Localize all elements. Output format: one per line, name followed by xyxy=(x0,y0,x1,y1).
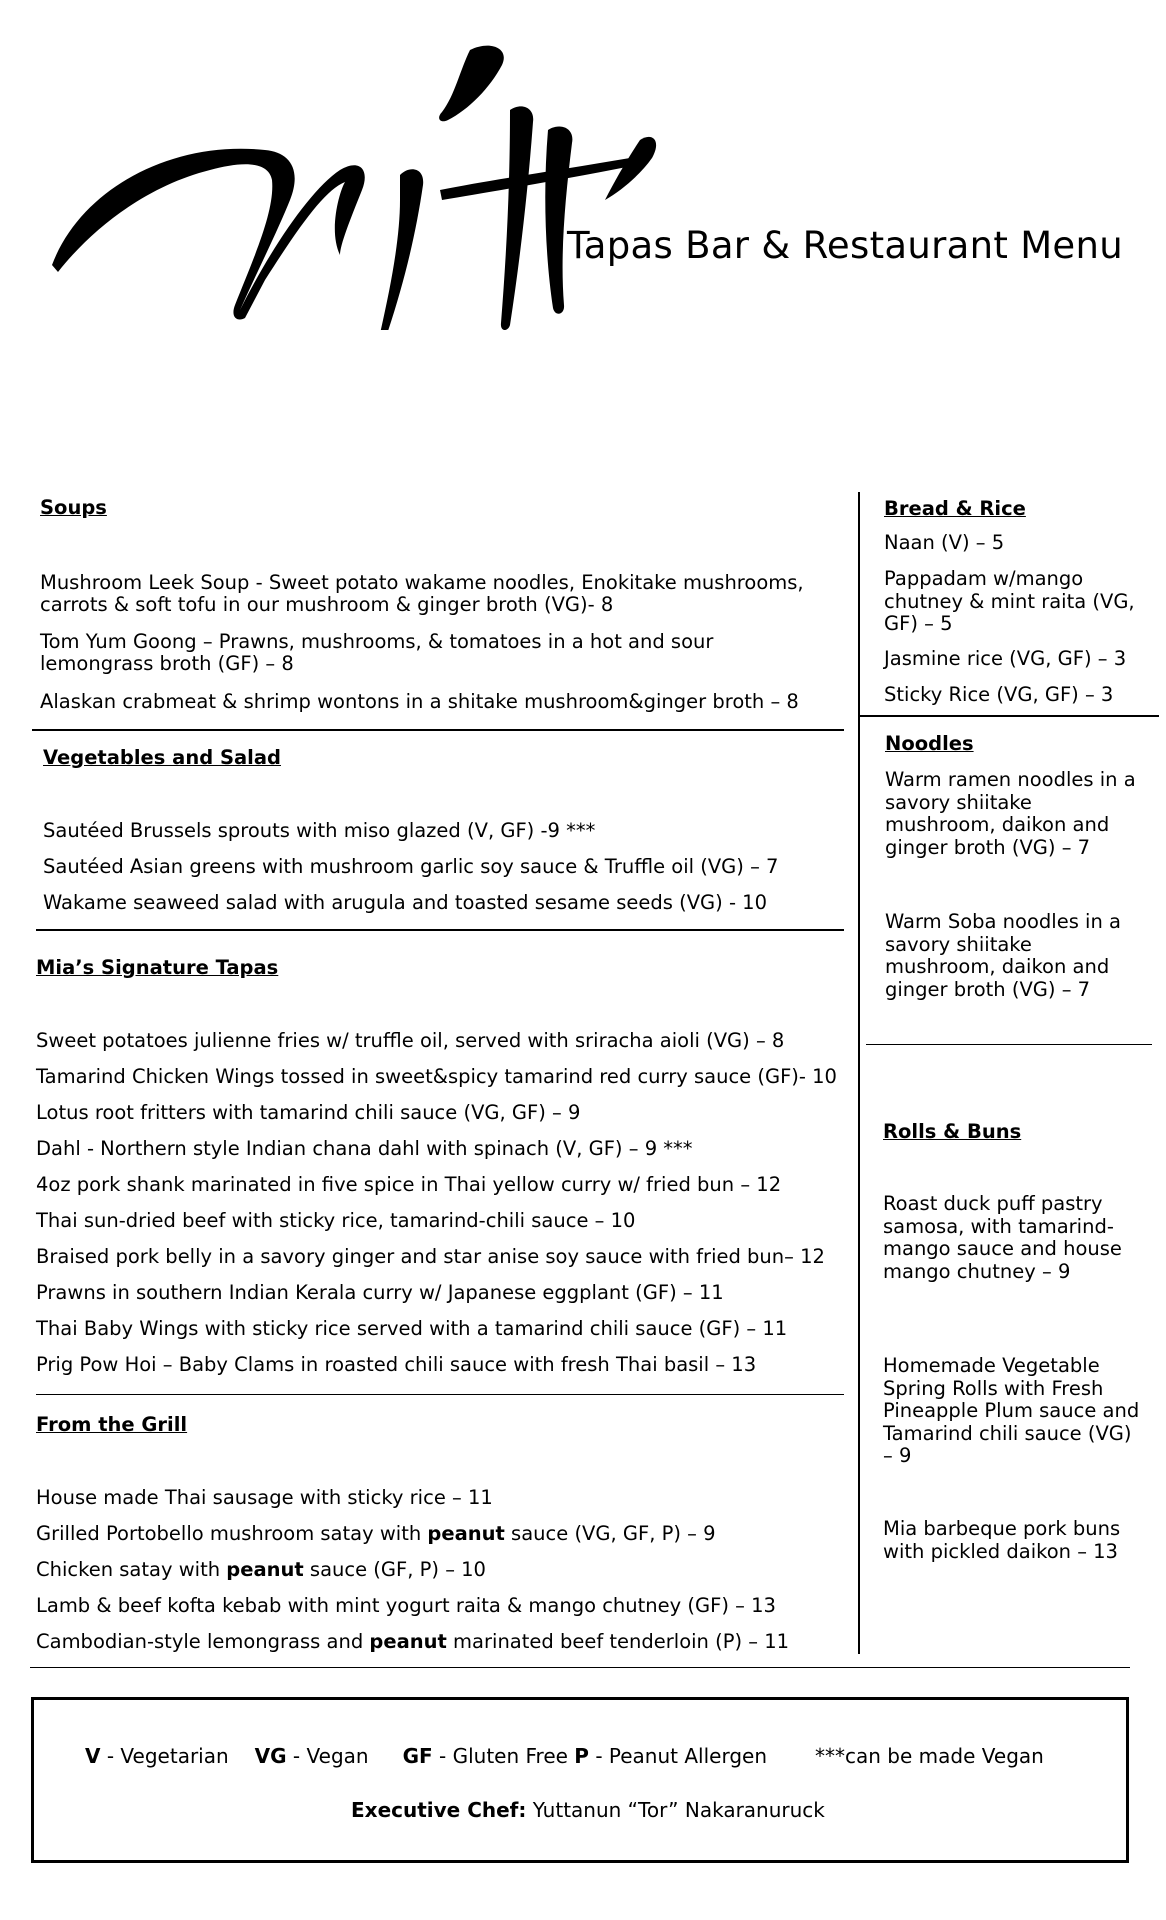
menu-item: Thai sun-dried beef with sticky rice, tamarind-chili sauce – 10 xyxy=(36,1209,636,1232)
grill-heading: From the Grill xyxy=(36,1413,188,1436)
rolls-buns-heading: Rolls & Buns xyxy=(883,1120,1022,1143)
menu-item: Naan (V) – 5 xyxy=(884,531,1005,554)
section-divider xyxy=(32,729,844,731)
section-divider xyxy=(36,929,844,931)
tapas-heading: Mia’s Signature Tapas xyxy=(36,956,279,979)
menu-item: lemongrass broth (GF) – 8 xyxy=(40,652,294,675)
section-divider xyxy=(866,1044,1152,1045)
menu-item: Prawns in southern Indian Kerala curry w/ Japanese eggplant (GF) – 11 xyxy=(36,1281,724,1304)
mia-logo xyxy=(40,40,700,330)
peanut-highlight: peanut xyxy=(226,1558,304,1581)
menu-item: Dahl - Northern style Indian chana dahl with spinach (V, GF) – 9 *** xyxy=(36,1137,693,1160)
menu-item: Mushroom Leek Soup - Sweet potato wakame noodles, Enokitake mushrooms, xyxy=(40,571,804,594)
menu-item: Homemade Vegetable Spring Rolls with Fresh Pineapple Plum sauce and Tamarind chili sauce (VG) – 9 xyxy=(883,1354,1140,1467)
menu-item: carrots & soft tofu in our mushroom & ginger broth (VG)- 8 xyxy=(40,593,614,616)
vegan-note: ***can be made Vegan xyxy=(815,1744,1044,1768)
menu-item: Sticky Rice (VG, GF) – 3 xyxy=(884,683,1114,706)
menu-item: Warm ramen noodles in a savory shiitake mushroom, daikon and ginger broth (VG) – 7 xyxy=(885,768,1136,859)
menu-item: 4oz pork shank marinated in five spice in Thai yellow curry w/ fried bun – 12 xyxy=(36,1173,782,1196)
menu-item: Alaskan crabmeat & shrimp wontons in a shitake mushroom&ginger broth – 8 xyxy=(40,690,799,713)
menu-item: Tom Yum Goong – Prawns, mushrooms, & tomatoes in a hot and sour xyxy=(40,630,714,653)
menu-item: Grilled Portobello mushroom satay with peanut sauce (VG, GF, P) – 9 xyxy=(36,1522,716,1545)
menu-item: Mia barbeque pork buns with pickled daikon – 13 xyxy=(883,1517,1121,1563)
menu-item: Warm Soba noodles in a savory shiitake mushroom, daikon and ginger broth (VG) – 7 xyxy=(885,910,1121,1001)
menu-subtitle: Tapas Bar & Restaurant Menu xyxy=(567,224,1123,267)
menu-item: Roast duck puff pastry samosa, with tamarind-mango sauce and house mango chutney – 9 xyxy=(883,1192,1122,1283)
menu-item: Braised pork belly in a savory ginger and star anise soy sauce with fried bun– 12 xyxy=(36,1245,825,1268)
menu-item: Chicken satay with peanut sauce (GF, P) – 10 xyxy=(36,1558,486,1581)
menu-item: Tamarind Chicken Wings tossed in sweet&spicy tamarind red curry sauce (GF)- 10 xyxy=(36,1065,837,1088)
section-divider xyxy=(30,1667,1130,1668)
menu-item: Lotus root fritters with tamarind chili sauce (VG, GF) – 9 xyxy=(36,1101,581,1124)
menu-item: House made Thai sausage with sticky rice – 11 xyxy=(36,1486,493,1509)
menu-item: Sweet potatoes julienne fries w/ truffle oil, served with sriracha aioli (VG) – 8 xyxy=(36,1029,785,1052)
allergen-legend: V - Vegetarian VG - Vegan GF - Gluten Free P - Peanut Allergen ***can be made Vegan xyxy=(85,1744,1044,1768)
menu-item: Prig Pow Hoi – Baby Clams in roasted chili sauce with fresh Thai basil – 13 xyxy=(36,1353,757,1376)
menu-item: Pappadam w/mango chutney & mint raita (VG, GF) – 5 xyxy=(884,567,1135,635)
menu-item: Thai Baby Wings with sticky rice served with a tamarind chili sauce (GF) – 11 xyxy=(36,1317,788,1340)
noodles-heading: Noodles xyxy=(885,732,974,755)
peanut-highlight: peanut xyxy=(369,1630,447,1653)
section-divider xyxy=(36,1394,844,1395)
section-divider xyxy=(860,715,1159,717)
menu-item: Sautéed Asian greens with mushroom garlic soy sauce & Truffle oil (VG) – 7 xyxy=(43,855,779,878)
menu-item: Lamb & beef kofta kebab with mint yogurt raita & mango chutney (GF) – 13 xyxy=(36,1594,776,1617)
bread-rice-heading: Bread & Rice xyxy=(884,497,1026,520)
soups-heading: Soups xyxy=(40,496,107,519)
menu-item: Jasmine rice (VG, GF) – 3 xyxy=(884,647,1127,670)
peanut-highlight: peanut xyxy=(427,1522,505,1545)
legend-box xyxy=(31,1697,1129,1863)
menu-item: Wakame seaweed salad with arugula and toasted sesame seeds (VG) - 10 xyxy=(43,891,767,914)
menu-item: Cambodian-style lemongrass and peanut marinated beef tenderloin (P) – 11 xyxy=(36,1630,790,1653)
vegetables-heading: Vegetables and Salad xyxy=(43,746,281,769)
executive-chef: Executive Chef: Yuttanun “Tor” Nakaranuruck xyxy=(351,1798,825,1822)
menu-item: Sautéed Brussels sprouts with miso glazed (V, GF) -9 *** xyxy=(43,819,596,842)
column-divider xyxy=(858,492,860,1654)
